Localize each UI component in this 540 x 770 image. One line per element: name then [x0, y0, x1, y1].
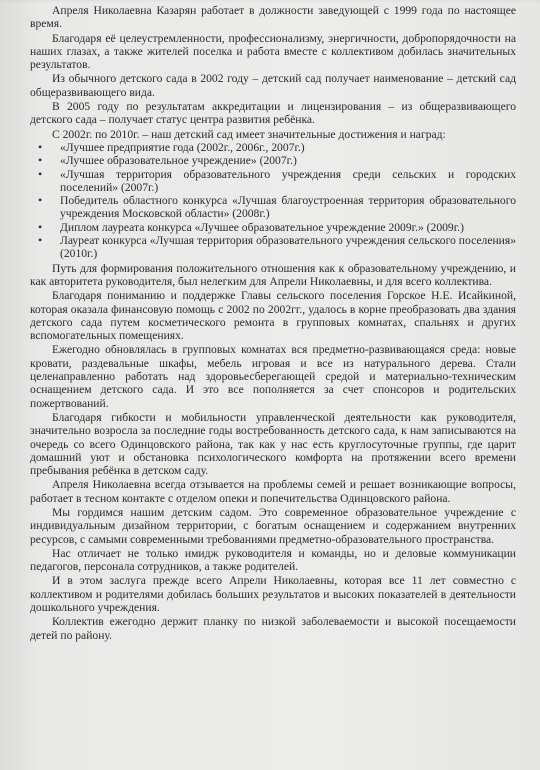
paragraph-qualities: Благодаря её целеустремленности, профессионализму, энергичности, добропорядочности на наших глазах, а также жителей поселка и работа вместе с коллективом добилась значительных результатов. — [30, 31, 516, 72]
paragraph-families: Апреля Николаевна всегда отзывается на проблемы семей и решает возникающие вопросы, работает в тесном контакте с отделом опеки и попечительства Одинцовского района. — [30, 478, 516, 505]
page-shadow — [0, 0, 540, 3]
bullet-icon: • — [38, 153, 43, 168]
awards-list — [30, 141, 516, 261]
bullet-icon: • — [38, 139, 43, 154]
list-item — [38, 219, 516, 234]
bullet-icon: • — [38, 219, 43, 234]
list-item — [38, 139, 516, 154]
bullet-icon: • — [38, 166, 43, 181]
paragraph-path: Путь для формирования положительного отношения как к образовательному учреждению, и как авторитета руководителя, был нелегким для Апрели Николаевны, и для всего коллектива. — [30, 261, 516, 288]
paragraph-environment: Ежегодно обновлялась в групповых комнатах вся предметно-развивающаяся среда: новые кровати, раздевальные шкафы, мебель игровая и все из натурального дерева. Стали целенаправленно работать над здоровьесберегающей средой и материально-техническим оснащением детского сада. И это все пополняется за счет спонсоров и родительских пожертвований. — [30, 343, 516, 410]
list-item — [38, 153, 516, 168]
award-text: Победитель областного конкурса «Лучшая благоустроенная территория образовательного учреждения Московской области» (2008г.) — [60, 194, 516, 221]
paragraph-management: Благодаря гибкости и мобильности управленческой деятельности как руководителя, значительно возросла за последние годы востребованность детского сада, к нам записываются на очередь со всего Одинцовского района, так как у нас есть круглосуточные группы, где царит домашний уют и обстановка психологического комфорта на протяжении всего времени пребывания ребёнка в детском саду. — [30, 410, 516, 478]
paragraph-support: Благодаря пониманию и поддержке Главы сельского поселения Горское Н.Е. Исайкиной, которая оказала финансовую помощь с 2002 по 2002гг., удалось в корне преобразовать два здания детского сада путем косметического ремонта в групповых комнатах, спальнях и других вспомогательных помещениях. — [30, 289, 516, 343]
award-text: «Лучшая территория образовательного учреждения среди сельских и городских поселений» (2007г.) — [60, 167, 516, 194]
list-item — [38, 166, 516, 195]
list-item — [38, 233, 516, 261]
award-text: Диплом лауреата конкурса «Лучшее образовательное учреждение 2009г.» (2009г.) — [60, 220, 464, 234]
paragraph-intro: Апреля Николаевна Казарян работает в должности заведующей с 1999 года по настоящее время. — [30, 4, 516, 31]
paragraph-merit: И в этом заслуга прежде всего Апрели Николаевны, которая все 11 лет совместно с коллективом и родителями добилась больших результатов и высоких показателей в деятельности дошкольного учреждения. — [30, 574, 516, 615]
bullet-icon: • — [38, 193, 43, 208]
paragraph-2002: Из обычного детского сада в 2002 году – детский сад получает наименование – детский сад общеразвивающего вида. — [30, 72, 516, 99]
paragraph-achievements-lead: С 2002г. по 2010г. – наш детский сад имеет значительные достижения и наград: — [52, 127, 446, 141]
paragraph-pride: Мы гордимся нашим детским садом. Это современное образовательное учреждение с индивидуальным дизайном территории, с богатым оснащением и содержанием внутренних ресурсов, с самыми современными требованиями предметно-образовательного пространства. — [30, 505, 516, 546]
paragraph-image: Нас отличает не только имидж руководителя и команды, но и деловые коммуникации педагогов, персонала сотрудников, а также родителей. — [30, 546, 516, 574]
award-text: «Лучшее образовательное учреждение» (2007г.) — [60, 154, 297, 168]
list-item — [38, 193, 516, 221]
bullet-icon: • — [38, 233, 43, 248]
award-text: Лауреат конкурса «Лучшая территория образовательного учреждения сельского поселения» (2010г.) — [60, 234, 516, 261]
paragraph-health: Коллектив ежегодно держит планку по низкой заболеваемости и высокой посещаемости детей по району. — [30, 615, 516, 642]
award-text: «Лучшее предприятие года (2002г., 2006г., 2007г.) — [60, 140, 305, 154]
paragraph-2005: В 2005 году по результатам аккредитации и лицензирования – из общеразвивающего детского сада – получает статус центра развития ребёнка. — [30, 100, 516, 127]
